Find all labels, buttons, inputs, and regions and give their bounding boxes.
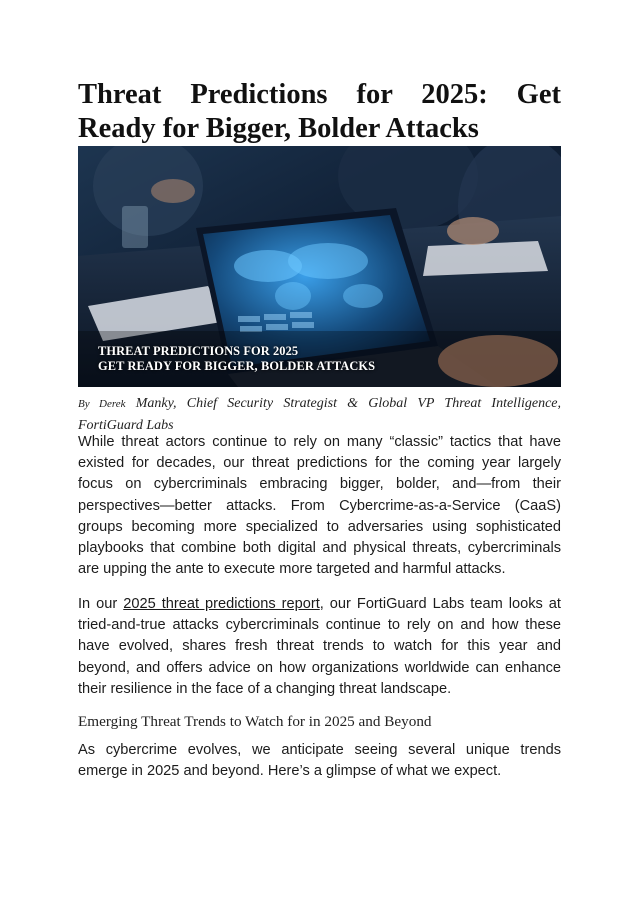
intro-paragraph: While threat actors continue to rely on many “classic” tactics that have existed for decades, our threat predictions for the coming year largely focus on cybercriminals embracing bigger, bolder, and—from their perspectives—better attacks. From Cybercrime-as-a-Service (CaaS) groups becoming more specialized to adversaries using sophisticated playbooks that combine both digital and physical threats, cybercriminals are upping the ante to execute more targeted and harmful attacks. xyxy=(78,434,561,578)
hero-caption-line-2: GET READY FOR BIGGER, BOLDER ATTACKS xyxy=(98,358,376,373)
title-line-1: Threat Predictions for 2025: Get xyxy=(78,79,561,110)
trends-paragraph: As cybercrime evolves, we anticipate seeing several unique trends emerge in 2025 and beyond. Here’s a glimpse of what we expect. xyxy=(78,742,561,780)
report-paragraph xyxy=(78,594,561,700)
section-heading: Emerging Threat Trends to Watch for in 2025 and Beyond xyxy=(78,713,432,730)
byline xyxy=(78,393,561,436)
report-paragraph-start: In our xyxy=(78,596,124,612)
byline-by: By Derek xyxy=(78,398,126,410)
hero-image xyxy=(78,146,561,387)
byline-line-1 xyxy=(78,393,561,415)
report-paragraph-end: , our FortiGuard Labs team looks at tried-and-true attacks cybercriminals continue to rely on and how these have evolved, shares fresh threat trends to watch for this year and beyond, and offers advice on how organizations worldwide can enhance their resilience in the face of a changing threat landscape. xyxy=(78,596,561,697)
byline-author-title: Manky, Chief Security Strategist & Global VP Threat Intelligence, xyxy=(135,396,561,411)
predictions-report-link[interactable]: 2025 threat predictions report xyxy=(123,596,320,612)
hero-caption-line-1: THREAT PREDICTIONS FOR 2025 xyxy=(98,344,299,358)
byline-line-2: FortiGuard Labs xyxy=(78,418,174,433)
title-line-2: Ready for Bigger, Bolder Attacks xyxy=(78,113,479,144)
article-title xyxy=(78,78,561,146)
hero-caption xyxy=(98,344,375,373)
